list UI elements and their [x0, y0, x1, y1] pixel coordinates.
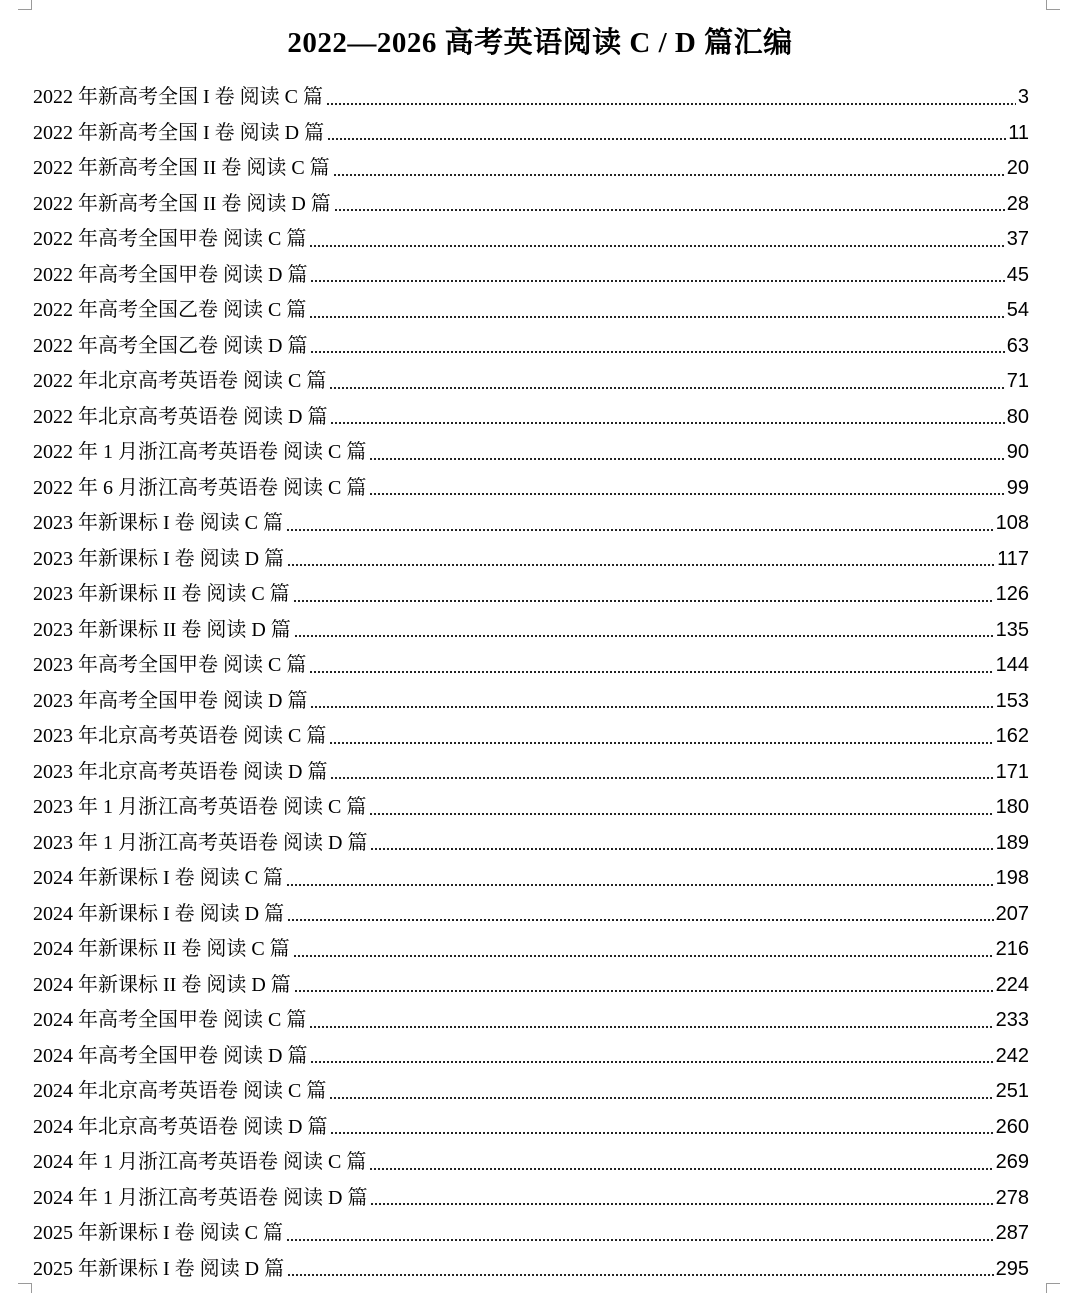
- toc-entry-title[interactable]: 2022 年 6 月浙江高考英语卷 阅读 C 篇: [33, 476, 367, 499]
- toc-entry[interactable]: [33, 932, 1029, 968]
- toc-entry[interactable]: [33, 116, 1029, 152]
- toc-entry[interactable]: [33, 684, 1029, 720]
- toc-entry[interactable]: [33, 613, 1029, 649]
- toc-dot-leader: [286, 1238, 994, 1242]
- toc-dot-leader: [309, 244, 1004, 248]
- toc-dot-leader: [329, 1096, 993, 1100]
- toc-entry[interactable]: [33, 435, 1029, 471]
- toc-page-number[interactable]: 189: [995, 831, 1029, 854]
- toc-entry-title[interactable]: 2023 年新课标 II 卷 阅读 D 篇: [33, 618, 291, 641]
- toc-entry-title[interactable]: 2023 年北京高考英语卷 阅读 D 篇: [33, 760, 328, 783]
- toc-entry-title[interactable]: 2024 年 1 月浙江高考英语卷 阅读 C 篇: [33, 1151, 367, 1173]
- toc-dot-leader: [309, 1025, 993, 1029]
- toc-entry[interactable]: [33, 187, 1029, 223]
- toc-page-number[interactable]: 126: [995, 583, 1029, 605]
- toc-entry-title[interactable]: 2022 年 1 月浙江高考英语卷 阅读 C 篇: [33, 441, 367, 463]
- toc-dot-leader: [310, 705, 993, 709]
- toc-entry[interactable]: [33, 755, 1029, 791]
- toc-entry[interactable]: [33, 1216, 1029, 1252]
- toc-dot-leader: [294, 989, 994, 993]
- toc-page-number[interactable]: 71: [1006, 370, 1029, 392]
- toc-page-number[interactable]: 37: [1006, 228, 1029, 250]
- toc-entry[interactable]: [33, 293, 1029, 329]
- crop-mark-top-left: [18, 9, 32, 10]
- toc-entry-title[interactable]: 2022 年北京高考英语卷 阅读 C 篇: [33, 370, 327, 392]
- crop-mark-bottom-right: [1046, 1283, 1047, 1293]
- toc-entry[interactable]: [33, 222, 1029, 258]
- toc-page-number[interactable]: 28: [1006, 192, 1029, 215]
- toc-entry-title[interactable]: 2023 年北京高考英语卷 阅读 C 篇: [33, 725, 327, 747]
- toc-page-number[interactable]: 153: [995, 689, 1029, 712]
- toc-page-number[interactable]: 171: [995, 760, 1029, 783]
- toc-entry-title[interactable]: 2023 年高考全国甲卷 阅读 D 篇: [33, 689, 308, 712]
- toc-entry[interactable]: [33, 506, 1029, 542]
- toc-dot-leader: [287, 1273, 994, 1277]
- toc-dot-leader: [369, 1167, 993, 1171]
- toc-dot-leader: [309, 315, 1004, 319]
- toc-dot-leader: [286, 528, 994, 532]
- toc-page-number[interactable]: 251: [995, 1080, 1029, 1102]
- crop-mark-bottom-right: [1046, 1283, 1060, 1284]
- toc-entry-title[interactable]: 2023 年 1 月浙江高考英语卷 阅读 D 篇: [33, 831, 368, 854]
- toc-dot-leader: [330, 776, 993, 780]
- toc-dot-leader: [370, 1202, 993, 1206]
- toc-page-number[interactable]: 162: [995, 725, 1029, 747]
- toc-entry[interactable]: [33, 151, 1029, 187]
- toc-dot-leader: [369, 457, 1004, 461]
- toc-dot-leader: [370, 847, 993, 851]
- toc-entry[interactable]: [33, 1074, 1029, 1110]
- toc-dot-leader: [309, 670, 993, 674]
- toc-dot-leader: [329, 386, 1004, 390]
- toc-page-number[interactable]: 108: [995, 512, 1029, 534]
- toc-entry[interactable]: [33, 1252, 1029, 1288]
- toc-entry-title[interactable]: 2022 年新高考全国 II 卷 阅读 C 篇: [33, 157, 330, 179]
- toc-entry-title[interactable]: 2023 年新课标 I 卷 阅读 D 篇: [33, 547, 285, 570]
- toc-dot-leader: [330, 1131, 993, 1135]
- toc-entry[interactable]: [33, 542, 1029, 578]
- toc-entry[interactable]: [33, 1003, 1029, 1039]
- toc-entry-title[interactable]: 2024 年新课标 I 卷 阅读 D 篇: [33, 902, 285, 925]
- toc-page-number[interactable]: 287: [995, 1222, 1029, 1244]
- toc-entry-title[interactable]: 2024 年新课标 II 卷 阅读 C 篇: [33, 938, 290, 960]
- toc-page-number[interactable]: 90: [1006, 441, 1029, 463]
- toc-page-number[interactable]: 269: [995, 1151, 1029, 1173]
- toc-dot-leader: [286, 883, 994, 887]
- toc-entry-title[interactable]: 2022 年高考全国乙卷 阅读 C 篇: [33, 299, 307, 321]
- toc-entry[interactable]: [33, 968, 1029, 1004]
- toc-dot-leader: [287, 918, 994, 922]
- toc-page-number[interactable]: 207: [995, 902, 1029, 925]
- toc-entry-title[interactable]: 2022 年高考全国乙卷 阅读 D 篇: [33, 334, 308, 357]
- toc-entry-title[interactable]: 2024 年新课标 II 卷 阅读 D 篇: [33, 973, 291, 996]
- toc-dot-leader: [334, 208, 1005, 212]
- toc-dot-leader: [329, 741, 993, 745]
- toc-dot-leader: [326, 102, 1016, 106]
- toc-page-number[interactable]: 224: [995, 973, 1029, 996]
- toc-entry[interactable]: [33, 577, 1029, 613]
- toc-page-number[interactable]: 278: [995, 1186, 1029, 1209]
- toc-dot-leader: [293, 599, 994, 603]
- crop-mark-bottom-left: [31, 1283, 32, 1293]
- toc-entry-title[interactable]: 2025 年新课标 I 卷 阅读 C 篇: [33, 1222, 283, 1244]
- toc-entry-title[interactable]: 2023 年新课标 I 卷 阅读 C 篇: [33, 512, 283, 534]
- toc-entry-title[interactable]: 2024 年高考全国甲卷 阅读 C 篇: [33, 1009, 307, 1031]
- toc-page-number[interactable]: 63: [1006, 334, 1029, 357]
- toc-entry[interactable]: [33, 364, 1029, 400]
- toc-entry-title[interactable]: 2023 年高考全国甲卷 阅读 C 篇: [33, 654, 307, 676]
- toc-entry[interactable]: [33, 826, 1029, 862]
- toc-entry-title[interactable]: 2023 年新课标 II 卷 阅读 C 篇: [33, 583, 290, 605]
- toc-page-number[interactable]: 180: [995, 796, 1029, 818]
- toc-dot-leader: [310, 279, 1004, 283]
- toc-entry[interactable]: [33, 329, 1029, 365]
- toc-dot-leader: [293, 954, 994, 958]
- toc-dot-leader: [330, 421, 1004, 425]
- toc-entry[interactable]: [33, 258, 1029, 294]
- toc-dot-leader: [333, 173, 1005, 177]
- table-of-contents: [33, 80, 1029, 1287]
- toc-page-number[interactable]: 260: [995, 1115, 1029, 1138]
- crop-mark-top-right: [1046, 9, 1060, 10]
- toc-page-number[interactable]: 295: [995, 1257, 1029, 1280]
- toc-entry-title[interactable]: 2023 年 1 月浙江高考英语卷 阅读 C 篇: [33, 796, 367, 818]
- toc-entry[interactable]: [33, 1039, 1029, 1075]
- toc-entry-title[interactable]: 2022 年高考全国甲卷 阅读 D 篇: [33, 263, 308, 286]
- toc-entry-title[interactable]: 2025 年新课标 I 卷 阅读 D 篇: [33, 1257, 285, 1280]
- toc-page-number[interactable]: 242: [995, 1044, 1029, 1067]
- toc-page-number[interactable]: 99: [1006, 476, 1029, 499]
- toc-page-number[interactable]: 135: [995, 618, 1029, 641]
- toc-dot-leader: [294, 634, 994, 638]
- toc-dot-leader: [310, 350, 1004, 354]
- toc-page-number[interactable]: 198: [995, 867, 1029, 889]
- toc-page-number[interactable]: 117: [997, 547, 1029, 570]
- toc-page-number[interactable]: 20: [1006, 157, 1029, 179]
- toc-entry[interactable]: [33, 790, 1029, 826]
- toc-dot-leader: [287, 563, 995, 567]
- document-title: 2022—2026 高考英语阅读 C / D 篇汇编: [287, 27, 793, 60]
- toc-page-number[interactable]: 45: [1006, 263, 1029, 286]
- toc-page-number[interactable]: 144: [995, 654, 1029, 676]
- toc-entry[interactable]: [33, 1110, 1029, 1146]
- toc-entry-title[interactable]: 2022 年高考全国甲卷 阅读 C 篇: [33, 228, 307, 250]
- toc-page-number[interactable]: 54: [1006, 299, 1029, 321]
- toc-page-number[interactable]: 216: [995, 938, 1029, 960]
- toc-entry[interactable]: [33, 648, 1029, 684]
- toc-page-number[interactable]: 233: [995, 1009, 1029, 1031]
- toc-entry-title[interactable]: 2022 年新高考全国 II 卷 阅读 D 篇: [33, 192, 331, 215]
- toc-entry-title[interactable]: 2024 年新课标 I 卷 阅读 C 篇: [33, 867, 283, 889]
- toc-entry-title[interactable]: 2024 年北京高考英语卷 阅读 D 篇: [33, 1115, 328, 1138]
- toc-entry-title[interactable]: 2022 年新高考全国 I 卷 阅读 C 篇: [33, 86, 323, 108]
- toc-dot-leader: [369, 492, 1004, 496]
- toc-entry-title[interactable]: 2024 年高考全国甲卷 阅读 D 篇: [33, 1044, 308, 1067]
- toc-entry[interactable]: [33, 861, 1029, 897]
- toc-entry[interactable]: [33, 471, 1029, 507]
- toc-dot-leader: [327, 137, 1006, 141]
- toc-entry-title[interactable]: 2022 年北京高考英语卷 阅读 D 篇: [33, 405, 328, 428]
- toc-entry[interactable]: [33, 719, 1029, 755]
- toc-dot-leader: [369, 812, 993, 816]
- toc-page-number[interactable]: 3: [1017, 86, 1029, 108]
- toc-entry[interactable]: [33, 897, 1029, 933]
- toc-entry-title[interactable]: 2022 年新高考全国 I 卷 阅读 D 篇: [33, 121, 325, 144]
- toc-entry-title[interactable]: 2024 年 1 月浙江高考英语卷 阅读 D 篇: [33, 1186, 368, 1209]
- toc-page-number[interactable]: 80: [1006, 405, 1029, 428]
- toc-dot-leader: [310, 1060, 993, 1064]
- toc-entry-title[interactable]: 2024 年北京高考英语卷 阅读 C 篇: [33, 1080, 327, 1102]
- toc-entry[interactable]: [33, 80, 1029, 116]
- toc-page-number[interactable]: 11: [1008, 121, 1029, 144]
- toc-entry[interactable]: [33, 400, 1029, 436]
- toc-entry[interactable]: [33, 1145, 1029, 1181]
- crop-mark-bottom-left: [18, 1283, 32, 1284]
- toc-entry[interactable]: [33, 1181, 1029, 1217]
